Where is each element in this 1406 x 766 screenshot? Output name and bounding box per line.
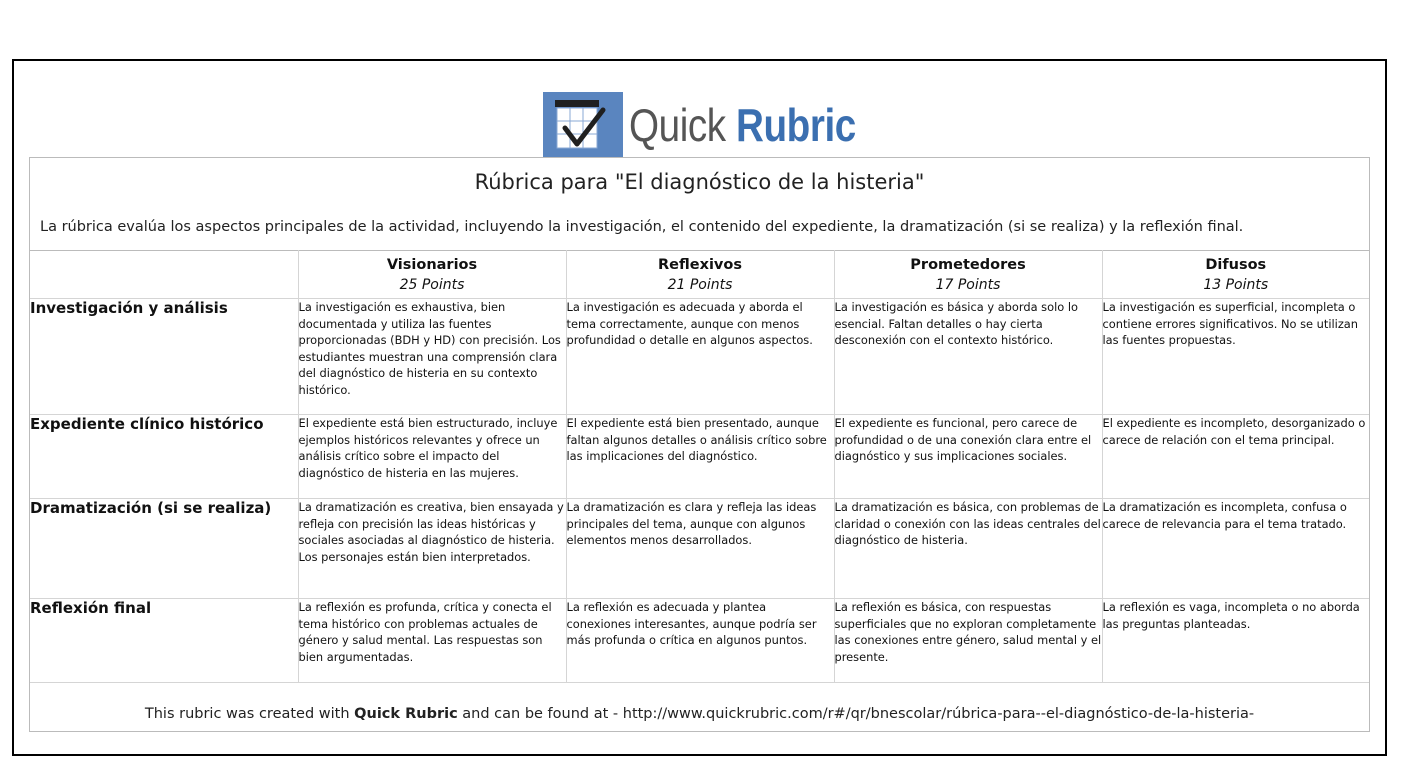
rubric-sheet <box>29 157 1370 732</box>
descriptor-cell: La reflexión es básica, con respuestas superficiales que no exploran completamente las conexiones entre género, salud mental y el presente. <box>834 599 1102 683</box>
descriptor-cell: La reflexión es vaga, incompleta o no aborda las preguntas planteadas. <box>1102 599 1369 683</box>
descriptor-cell: El expediente es funcional, pero carece de profundidad o de una conexión clara entre el diagnóstico y sus implicaciones sociales. <box>834 415 1102 499</box>
level-header <box>566 251 834 299</box>
table-row <box>30 299 1369 415</box>
descriptor-cell: La dramatización es incompleta, confusa o carece de relevancia para el tema tratado. <box>1102 499 1369 599</box>
criterion-name: Expediente clínico histórico <box>30 415 298 499</box>
criterion-name: Investigación y análisis <box>30 299 298 415</box>
rubric-title: Rúbrica para "El diagnóstico de la histeria" <box>474 170 925 194</box>
footer-prefix: This rubric was created with <box>144 706 350 722</box>
table-row <box>30 499 1369 599</box>
footer-brand: Quick Rubric <box>354 706 458 722</box>
level-header <box>834 251 1102 299</box>
level-header <box>298 251 566 299</box>
descriptor-cell: El expediente es incompleto, desorganizado o carece de relación con el tema principal. <box>1102 415 1369 499</box>
rubric-description: La rúbrica evalúa los aspectos principales de la actividad, incluyendo la investigación, el contenido del expediente, la dramatización (si se realiza) y la reflexión final. <box>40 219 1244 235</box>
descriptor-cell: El expediente está bien presentado, aunque faltan algunos detalles o análisis crítico sobre las implicaciones del diagnóstico. <box>566 415 834 499</box>
rubric-table <box>30 250 1369 683</box>
logo-word-quick: Quick <box>629 99 726 151</box>
table-row <box>30 415 1369 499</box>
criterion-name: Dramatización (si se realiza) <box>30 499 298 599</box>
level-name: Difusos <box>1205 257 1267 273</box>
logo-wordmark <box>629 99 856 151</box>
header-blank-cell <box>30 251 298 299</box>
quick-rubric-logo <box>543 92 899 158</box>
level-points: 21 Points <box>667 277 733 293</box>
descriptor-cell: La dramatización es básica, con problemas de claridad o conexión con las ideas centrales del diagnóstico de histeria. <box>834 499 1102 599</box>
descriptor-cell: La investigación es superficial, incompleta o contiene errores significativos. No se utilizan las fuentes propuestas. <box>1102 299 1369 415</box>
descriptor-cell: La investigación es adecuada y aborda el tema correctamente, aunque con menos profundidad o detalle en algunos aspectos. <box>566 299 834 415</box>
level-name: Visionarios <box>386 257 478 273</box>
descriptor-cell: La investigación es exhaustiva, bien documentada y utiliza las fuentes proporcionadas (BDH y HD) con precisión. Los estudiantes muestran una comprensión clara del diagnóstico de histeria en su contexto histórico. <box>298 299 566 415</box>
descriptor-cell: La dramatización es creativa, bien ensayada y refleja con precisión las ideas históricas y sociales asociadas al diagnóstico de histeria. Los personajes están bien interpretados. <box>298 499 566 599</box>
footer-link-text: and can be found at - http://www.quickrubric.com/r#/qr/bnescolar/rúbrica-para--el-diagnóstico-de-la-histeria- <box>462 706 1255 722</box>
logo-word-rubric: Rubric <box>735 99 856 151</box>
rubric-footer <box>30 706 1369 722</box>
table-row <box>30 599 1369 683</box>
descriptor-cell: El expediente está bien estructurado, incluye ejemplos históricos relevantes y ofrece un análisis crítico sobre el impacto del diagnóstico de histeria en las mujeres. <box>298 415 566 499</box>
level-points: 13 Points <box>1203 277 1269 293</box>
table-header-row <box>30 251 1369 299</box>
descriptor-cell: La investigación es básica y aborda solo lo esencial. Faltan detalles o hay cierta desconexión con el contexto histórico. <box>834 299 1102 415</box>
level-name: Reflexivos <box>658 257 742 273</box>
descriptor-cell: La reflexión es adecuada y plantea conexiones interesantes, aunque podría ser más profunda o crítica en algunos puntos. <box>566 599 834 683</box>
level-points: 25 Points <box>399 277 465 293</box>
level-header <box>1102 251 1369 299</box>
criterion-name: Reflexión final <box>30 599 298 683</box>
level-name: Prometedores <box>910 257 1026 273</box>
level-points: 17 Points <box>935 277 1001 293</box>
rubric-checkmark-icon <box>543 92 623 158</box>
descriptor-cell: La dramatización es clara y refleja las ideas principales del tema, aunque con algunos elementos menos desarrollados. <box>566 499 834 599</box>
descriptor-cell: La reflexión es profunda, crítica y conecta el tema histórico con problemas actuales de género y salud mental. Las respuestas son bien argumentadas. <box>298 599 566 683</box>
